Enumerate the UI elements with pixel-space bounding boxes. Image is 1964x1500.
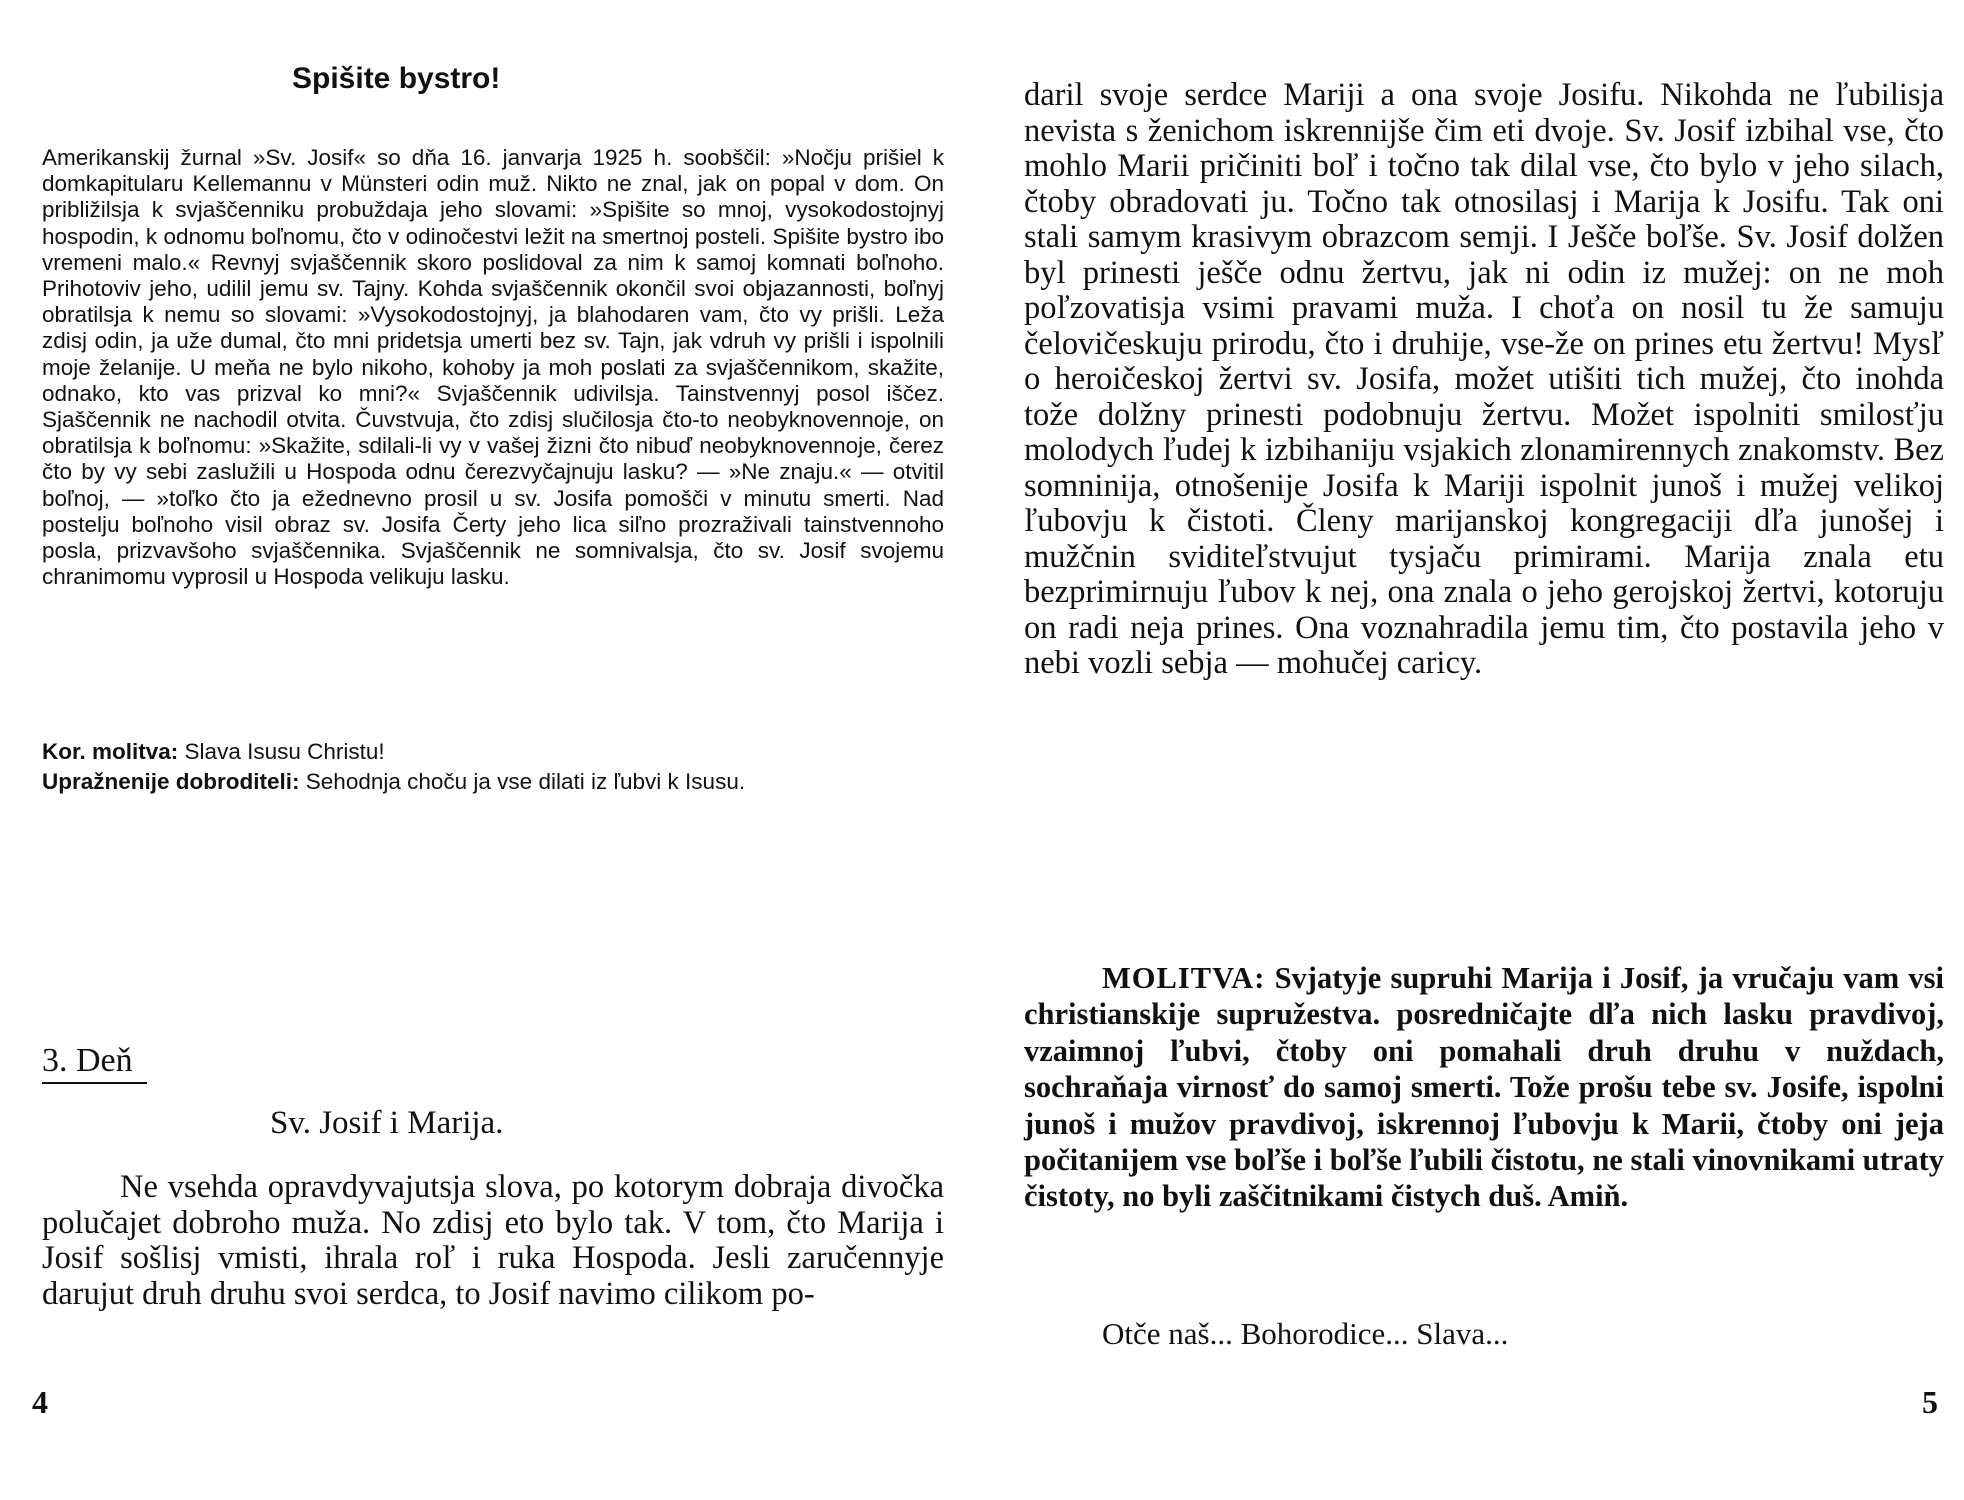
prayer-label: MOLITVA: — [1102, 961, 1266, 995]
section-text-start — [42, 1170, 944, 1312]
page-number: 4 — [32, 1384, 48, 1420]
left-page — [0, 0, 980, 1500]
right-page — [982, 0, 1964, 1500]
section-title: Sv. Josif i Marija. — [270, 1105, 504, 1141]
continued-paragraph: daril svoje serdce Mariji a ona svoje Josifu. Nikohda ne ľubilisja nevista s ženichom iskrennijše čim eti dvoje. Sv. Josif izbihal vse, čto mohlo Marii pričiniti boľ i točno tak dilal vse, čto bylo v jeho silach, čtoby obradovati ju. Točno tak otnosilasj i Marija k Josifu. Tak oni stali samym krasivym obrazcom semji. I Ješče boľše. Sv. Josif dolžen byl prinesti ješče odnu žertvu, jak ni odin iz mužej: on ne moh poľzovatisja vsimi pravami muža. I choťa on nosil tu že samuju čelovičeskuju prirodu, čto i druhije, vse-že on prines etu žertvu! Mysľ o heroičeskoj žertvi sv. Josifa, možet utišiti tich mužej, čto inohda tože dolžny prinesti podobnuju žertvu. Možet ispolniti smilosťju molodych ľudej k izbihaniju vsjakich zlonamirennych znakomstv. Bez somninija, otnošenije Josifa k Mariji ispolnit junoš i mužej velikoj ľubovju k čistoti. Členy marijanskoj kongregaciji dľa junošej i mužčnin sviditeľstvujut tysjaču primirami. Marija znala etu bezprimirnuju ľubov k nej, ona znala o jeho gerojskoj žertvi, kotoruju on radi neja prines. Ona voznahradila jemu tim, čto postavila jeho v nebi vozli sebja — mohučej caricy. — [1024, 77, 1944, 681]
page-number: 5 — [1922, 1384, 1938, 1420]
short-prayer-line — [42, 738, 962, 765]
story-text — [42, 145, 944, 590]
virtue-exercise-label: Upražnenije dobroditeli: — [42, 769, 300, 794]
prayer-block — [1024, 960, 1944, 1215]
virtue-exercise-text: Sehodnja choču ja vse dilati iz ľubvi k Isusu. — [305, 769, 746, 794]
short-prayer-label: Kor. molitva: — [42, 739, 179, 764]
section-text-continued — [1024, 78, 1944, 682]
short-prayer-text: Slava Isusu Christu! — [184, 739, 385, 764]
closing-prayers: Otče naš... Bohorodice... Slava... — [1102, 1316, 1509, 1351]
day-label: 3. Deň — [42, 1042, 147, 1084]
prayer-text: Svjatyje supruhi Marija i Josif, ja vručaju vam vsi christianskije supružestva. posredničajte dľa nich lasku pravdivoj, vzaimnoj ľubvi, čtoby oni pomahali druh druhu v nuždach, sochraňaja virnosť do samoj smerti. Tože prošu tebe sv. Josife, ispolni junoš i mužov pravdivoj, iskrennoj ľubovju k Marii, čtoby oni jeja počitanijem vse boľše i boľše ľubili čistotu, ne stali vinovnikami utraty čistoty, no byli zaščitnikami čistych duš. Amiň. — [1024, 961, 1944, 1214]
story-paragraph: Amerikanskij žurnal »Sv. Josif« so dňa 16. janvarja 1925 h. soobščil: »Nočju prišiel k domkapitularu Kellemannu v Münsteri odin muž. Nikto ne znal, jak on popal v dom. On približilsja k svjaščenniku probuždaja jeho slovami: »Spišite so mnoj, vysokodostojnyj hospodin, k odnomu boľnomu, čto v odinočestvi ležit na smertnoj posteli. Spišite bystro ibo vremeni malo.« Revnyj svjaščennik skoro poslidoval za nim k samoj komnati boľnoho. Prihotoviv jeho, udilil jemu sv. Tajny. Kohda svjaščennik okončil svoi objazannosti, boľnyj obratilsja k nemu so slovami: »Vysokodostojnyj, ja blahodaren vam, čto vy prišli. Leža zdisj odin, ja uže dumal, čto mni pridetsja umerti bez sv. Tajn, jak vdruh vy prišli i ispolnili moje želanije. U meňa ne bylo nikoho, kohoby ja moh poslati za svjaščennikom, skažite, odnako, kto vas prizval ko mni?« Svjaščennik udivilsja. Tainstvennyj posol iščez. Sjaščennik ne nachodil otvita. Čuvstvuja, čto zdisj slučilosja čto-to neobyknovennoje, on obratilsja k boľnomu: »Skažite, sdilali-li vy v vašej žizni čto nibuď neobyknovennoje, čerez čto by vy sebi zaslužili u Hospoda odnu čerezvyčajnuju lasku? — »Ne znaju.« — otvitil boľnoj, — »toľko čto ja ežednevno prosil u sv. Josifa pomošči v minutu smerti. Nad postelju boľnoho visil obraz sv. Josifa Čerty jeho lica siľno prozraživali tainstvennoho posla, prizvavšoho svjaščennika. Svjaščennik ne somnivalsja, čto sv. Josif svojemu chranimomu vyprosil u Hospoda velikuju lasku. — [42, 145, 944, 590]
virtue-exercise-line — [42, 768, 962, 795]
section-paragraph: Ne vsehda opravdyvajutsja slova, po kotorym dobraja divočka polučajet dobroho muža. No zdisj eto bylo tak. V tom, čto Marija i Josif sošlisj vmisti, ihrala roľ i ruka Hospoda. Jesli zaručennyje darujut druh druhu svoi serdca, to Josif navimo cilikom po- — [42, 1169, 944, 1312]
story-heading: Spišite bystro! — [292, 62, 501, 95]
